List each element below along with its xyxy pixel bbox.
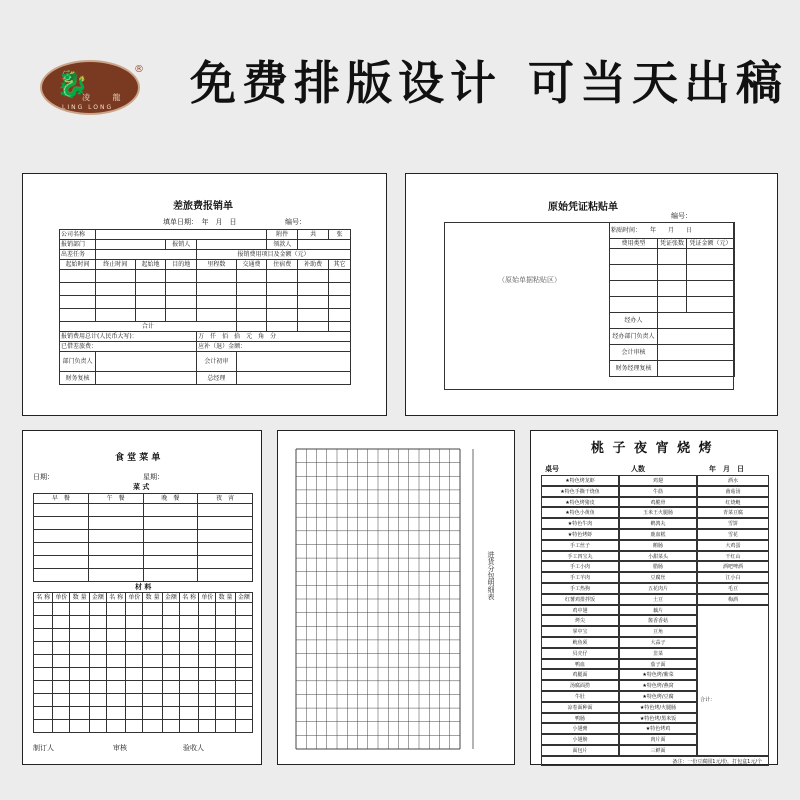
bbq-item[interactable]: 鸭血 — [541, 659, 619, 670]
travel-pages-label: 张 — [328, 230, 350, 240]
travel-col: 补助费 — [298, 260, 329, 270]
table-row[interactable] — [541, 507, 769, 518]
bbq-title: 桃 子 夜 宵 烧 烤 — [591, 441, 714, 456]
travel-total-label: 共 — [298, 230, 329, 240]
travel-col: 目的地 — [166, 260, 197, 270]
bbq-item[interactable]: 小翅膏 — [541, 723, 619, 734]
bbq-item[interactable]: 菌菇汤 — [697, 486, 769, 497]
table-row[interactable] — [34, 569, 253, 582]
bbq-item[interactable]: 酒吧啤酒 — [697, 561, 769, 572]
voucher-col: 凭证张数 — [658, 239, 687, 249]
travel-date: 填单日期： 年 月 日 — [163, 218, 237, 226]
bbq-people-label: 人数 — [631, 465, 645, 473]
menu-period: 星期： — [143, 473, 164, 481]
table-row[interactable] — [541, 551, 769, 562]
bbq-item[interactable]: 手工丝子 — [541, 540, 619, 551]
travel-reporter-field[interactable] — [197, 240, 267, 250]
material-col: 单价 — [53, 593, 70, 603]
bbq-item[interactable]: 藕片 — [619, 605, 697, 616]
registered-mark: ® — [134, 64, 144, 75]
bbq-item[interactable]: 手工四宝丸 — [541, 551, 619, 562]
bbq-item[interactable]: ★特色烤/紫菜 — [619, 669, 697, 680]
material-col: 数 量 — [70, 593, 89, 603]
table-row[interactable] — [34, 720, 253, 733]
bbq-item[interactable]: 青菜豆腐 — [697, 507, 769, 518]
bbq-item[interactable]: 韭菜 — [619, 648, 697, 659]
travel-title: 差旅费报销单 — [173, 201, 233, 212]
table-row[interactable] — [610, 265, 735, 281]
voucher-sign: 会计审核 — [610, 345, 658, 361]
menu-card — [22, 430, 262, 765]
bbq-item[interactable]: 酒水 — [697, 475, 769, 486]
table-row[interactable] — [541, 561, 769, 572]
travel-col: 里程数 — [197, 260, 237, 270]
menu-meal-col: 早 餐 — [34, 494, 89, 504]
bbq-item[interactable]: 腊肠 — [619, 561, 697, 572]
menu-accept: 验收人 — [183, 744, 204, 752]
bbq-item[interactable]: 鹌鹑丸 — [619, 518, 697, 529]
bbq-item[interactable]: ★特色烤猪皮 — [541, 497, 619, 508]
bbq-item[interactable]: 豆角 — [619, 626, 697, 637]
bbq-item[interactable]: ★特色烤龙虾 — [541, 475, 619, 486]
travel-dept-head-label: 部门负责人 — [60, 352, 96, 372]
travel-company-label: 公司名称 — [60, 230, 96, 240]
bbq-item[interactable]: ★特色烤鸡 — [619, 723, 697, 734]
menu-material-table — [33, 592, 253, 733]
material-col: 金额 — [162, 593, 179, 603]
bbq-item[interactable]: 鸡腿面 — [541, 669, 619, 680]
bbq-item[interactable]: 茄子面 — [619, 659, 697, 670]
table-row[interactable] — [60, 270, 351, 283]
bbq-item[interactable]: 鹅肠 — [619, 540, 697, 551]
bbq-item[interactable]: 雪花 — [697, 529, 769, 540]
bbq-item[interactable]: 掌中宝 — [541, 626, 619, 637]
bbq-item[interactable]: 手工小肉 — [541, 561, 619, 572]
travel-header-row — [60, 260, 351, 270]
menu-title: 食 堂 菜 单 — [115, 453, 161, 463]
bbq-footer: 备注：一份豆腐圆1元/份，打包盒1元/个 — [541, 756, 769, 766]
bbq-item[interactable]: 烤尖 — [541, 615, 619, 626]
material-col: 名 称 — [179, 593, 198, 603]
bbq-note-box[interactable] — [697, 605, 769, 756]
bbq-item[interactable]: ★特色烤虾 — [541, 529, 619, 540]
table-row[interactable] — [60, 296, 351, 309]
travel-total-units: 万 仟 佰 拾 元 角 分 — [197, 332, 351, 342]
travel-col: 其它 — [328, 260, 350, 270]
travel-col: 终止时间 — [96, 260, 136, 270]
table-row[interactable] — [34, 642, 253, 655]
table-row[interactable] — [60, 309, 351, 322]
bbq-item[interactable]: 小甜菜头 — [619, 551, 697, 562]
bbq-item[interactable]: 凉卷面种面 — [541, 702, 619, 713]
travel-table — [59, 229, 351, 385]
brand-logo — [40, 60, 140, 115]
travel-items-amount-label: 报销费用项目及金额（元） — [197, 250, 351, 260]
ledger-card — [277, 430, 515, 765]
menu-material-label: 材 料 — [135, 583, 152, 591]
table-row[interactable] — [34, 517, 253, 530]
bbq-item[interactable]: 江小白 — [697, 572, 769, 583]
bbq-item[interactable]: 土豆 — [619, 594, 697, 605]
bbq-card — [530, 430, 778, 765]
table-row[interactable] — [60, 283, 351, 296]
travel-code: 编号： — [285, 218, 306, 226]
bbq-item[interactable]: ★特色烤/豆腐 — [619, 691, 697, 702]
table-row[interactable] — [541, 518, 769, 529]
table-row[interactable] — [541, 529, 769, 540]
travel-company-field[interactable] — [96, 230, 267, 240]
bbq-item[interactable]: 手工羊肉 — [541, 572, 619, 583]
travel-task-label: 出差任务 — [60, 250, 96, 260]
ledger-grid — [278, 431, 516, 766]
bbq-item[interactable]: 雪饼 — [697, 518, 769, 529]
table-row[interactable] — [34, 668, 253, 681]
bbq-item[interactable]: 酱香香菇 — [619, 615, 697, 626]
menu-meal-table — [33, 493, 253, 582]
logo-cn-text: 凌 龍 — [82, 93, 131, 102]
table-row[interactable] — [541, 572, 769, 583]
travel-advance-label: 已借差旅费： — [60, 342, 197, 352]
bbq-grid — [541, 475, 769, 765]
table-row[interactable] — [34, 556, 253, 569]
travel-refund-label: 应补（退）金额： — [197, 342, 351, 352]
voucher-col: 费用类型 — [610, 239, 658, 249]
table-row[interactable] — [34, 681, 253, 694]
table-row[interactable] — [610, 281, 735, 297]
menu-maker: 制订人 — [33, 744, 54, 752]
voucher-area-label: （原始单据粘贴区） — [498, 276, 561, 284]
bbq-item[interactable]: ★特色牛肉 — [541, 518, 619, 529]
voucher-sign: 经办部门负责人 — [610, 329, 658, 345]
bbq-item[interactable]: 鸡脆骨 — [619, 497, 697, 508]
menu-meal-col: 午 餐 — [88, 494, 143, 504]
bbq-item[interactable]: 小翅膀 — [541, 734, 619, 745]
material-col: 数 量 — [143, 593, 162, 603]
menu-meal-col: 夜 宵 — [198, 494, 253, 504]
travel-subtotal-label: 合计 — [60, 322, 237, 332]
travel-reporter-label: 报销人 — [166, 240, 197, 250]
bbq-note-label: 合计： — [700, 696, 716, 703]
table-row[interactable] — [34, 530, 253, 543]
table-row[interactable] — [541, 497, 769, 508]
bbq-item[interactable]: 三鲜面 — [619, 745, 697, 756]
voucher-table — [609, 222, 735, 377]
bbq-date-label: 年 月 日 — [709, 465, 744, 473]
bbq-item[interactable]: 鸭肠 — [541, 713, 619, 724]
travel-dept-field[interactable] — [96, 240, 166, 250]
voucher-title: 原始凭证粘贴单 — [548, 202, 618, 213]
table-row[interactable] — [610, 249, 735, 265]
bbq-item[interactable]: 豆腐丝 — [619, 572, 697, 583]
bbq-item[interactable]: 干红山 — [697, 551, 769, 562]
bbq-item[interactable]: 红烧鲢 — [697, 497, 769, 508]
menu-date: 日期： — [33, 473, 54, 481]
voucher-code: 编号： — [671, 212, 692, 220]
travel-attach-label: 附件 — [267, 230, 298, 240]
table-row[interactable] — [34, 603, 253, 616]
voucher-col: 凭证金额（元） — [686, 239, 734, 249]
voucher-sign: 财务经理复核 — [610, 361, 658, 377]
bbq-item[interactable]: 手工热狗 — [541, 583, 619, 594]
dragon-icon: 🐉 — [56, 70, 89, 100]
voucher-card — [405, 173, 778, 416]
bbq-item[interactable]: 牛肚 — [541, 691, 619, 702]
travel-receiver-field[interactable] — [298, 240, 351, 250]
bbq-item[interactable]: 鸡中翅 — [541, 605, 619, 616]
table-row[interactable] — [34, 629, 253, 642]
bbq-item[interactable]: ★特色烤/火腿肠 — [619, 702, 697, 713]
bbq-item[interactable]: 肉片面 — [619, 734, 697, 745]
headline-left: 免费排版设计 — [190, 56, 502, 110]
voucher-sign: 经办人 — [610, 313, 658, 329]
bbq-item[interactable]: ★特色小黄鱼 — [541, 507, 619, 518]
travel-total-amount-label: 报销费用总计(人民币大写)： — [60, 332, 197, 342]
travel-col: 住宿费 — [267, 260, 298, 270]
travel-acct-label: 会计初审 — [197, 352, 237, 372]
table-row[interactable] — [541, 475, 769, 486]
bbq-item[interactable]: 牛筋 — [619, 486, 697, 497]
bbq-item[interactable]: 梅酒 — [697, 594, 769, 605]
material-col: 单价 — [199, 593, 216, 603]
table-row[interactable] — [610, 297, 735, 313]
headline-right: 可当天出稿 — [528, 56, 788, 110]
material-col: 名 称 — [34, 593, 53, 603]
bbq-item[interactable]: ★特色烤/黑米饭 — [619, 713, 697, 724]
table-row[interactable] — [541, 594, 769, 605]
bbq-item[interactable]: ★特色烤/燕窝 — [619, 680, 697, 691]
table-row[interactable] — [34, 543, 253, 556]
bbq-item[interactable]: 大鸡蛋 — [697, 540, 769, 551]
material-col: 金额 — [89, 593, 106, 603]
menu-approve: 审核 — [113, 744, 127, 752]
table-row[interactable] — [34, 616, 253, 629]
table-row[interactable] — [34, 655, 253, 668]
voucher-date: 粘贴时间： 年 月 日 — [610, 223, 735, 239]
travel-dept-label: 报销部门 — [60, 240, 96, 250]
material-col: 金额 — [235, 593, 252, 603]
travel-task-field[interactable] — [96, 250, 197, 260]
table-row[interactable] — [34, 504, 253, 517]
bbq-table-label: 桌号 — [545, 465, 559, 473]
material-col: 单价 — [126, 593, 143, 603]
travel-col: 交通费 — [236, 260, 267, 270]
material-col: 名 称 — [106, 593, 125, 603]
bbq-item[interactable]: ★特色手撕干烧鱼 — [541, 486, 619, 497]
bbq-item[interactable]: 面包片 — [541, 745, 619, 756]
bbq-item[interactable]: 红薯鸡排拌饭 — [541, 594, 619, 605]
table-row[interactable] — [541, 486, 769, 497]
menu-meal-label: 菜 式 — [133, 483, 150, 491]
travel-receiver-label: 领款人 — [267, 240, 298, 250]
ledger-title: 进货分包明细表 — [487, 551, 495, 600]
menu-meal-col: 晚 餐 — [143, 494, 198, 504]
travel-col: 起始地 — [135, 260, 166, 270]
bbq-item[interactable]: 贝壳仔 — [541, 648, 619, 659]
travel-gm-label: 总经理 — [197, 372, 237, 385]
logo-en-text: LING LONG — [62, 104, 114, 111]
travel-finance-label: 财务复核 — [60, 372, 96, 385]
bbq-item[interactable]: 五花肉片 — [619, 583, 697, 594]
bbq-item[interactable]: 鸡翅 — [619, 475, 697, 486]
bbq-item[interactable]: 毛豆 — [697, 583, 769, 594]
bbq-item[interactable]: 鱿鱼须 — [541, 637, 619, 648]
material-col: 数 量 — [216, 593, 235, 603]
bbq-item[interactable]: 玉米王火腿肠 — [619, 507, 697, 518]
table-row[interactable] — [541, 540, 769, 551]
bbq-item[interactable]: 汤腐面捞 — [541, 680, 619, 691]
table-row[interactable] — [34, 707, 253, 720]
travel-col: 起始时间 — [60, 260, 96, 270]
bbq-item[interactable]: 大蒜子 — [619, 637, 697, 648]
table-row[interactable] — [34, 694, 253, 707]
bbq-item[interactable]: 鹿血糕 — [619, 529, 697, 540]
table-row[interactable] — [541, 583, 769, 594]
travel-expense-card — [22, 173, 387, 416]
